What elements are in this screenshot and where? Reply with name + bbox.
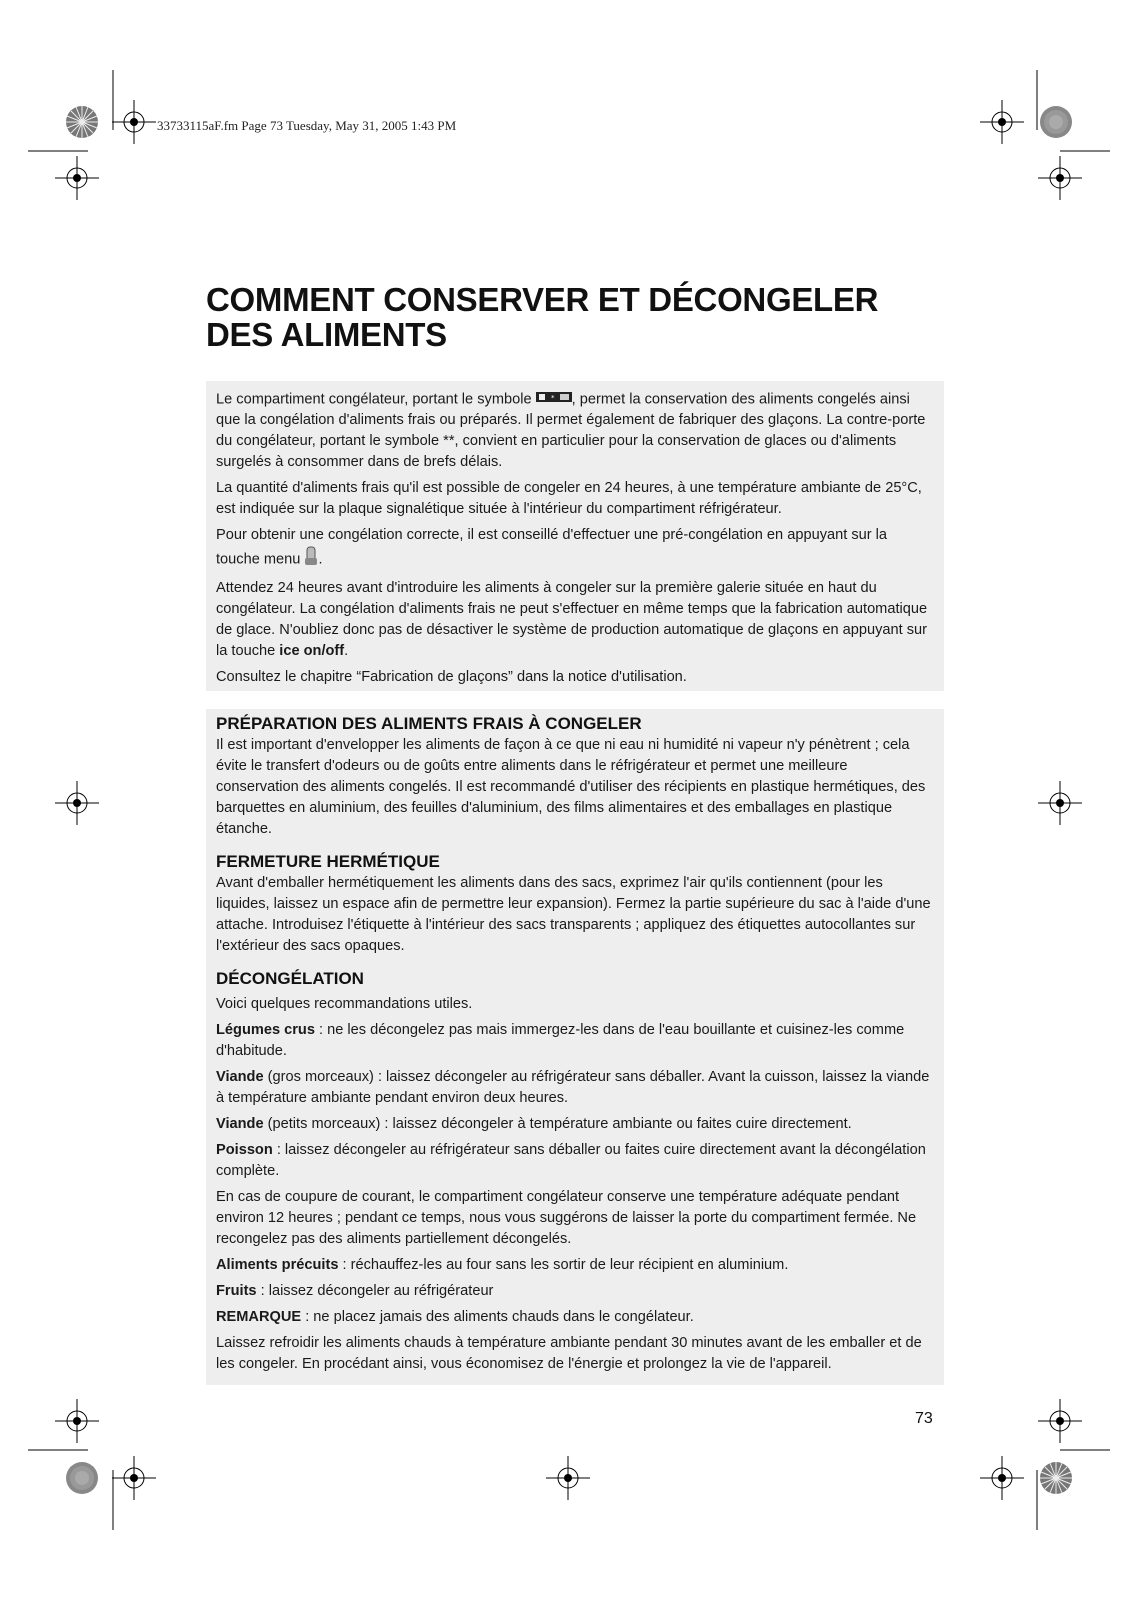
freezer-symbol-icon (536, 389, 572, 410)
remarque-label: REMARQUE (216, 1309, 302, 1325)
intro-p4-text-a: Attendez 24 heures avant d'introduire les aliments à congeler sur la première galerie située en haut du congélateur. La congélation d'aliments frais ne peut s'effectuer en même temps que la fabrication automatique de glace. N'oubliez donc pas de désactiver le système de production automatique de glaçons en appuyant sur la touche (216, 580, 928, 660)
viande-petits-item (216, 1114, 934, 1135)
svg-text:*: * (550, 394, 555, 402)
coupure-courant-text: En cas de coupure de courant, le compartiment congélateur conserve une température adéquate pendant environ 12 heures ; pendant ce temps, nous vous suggérons de laisser la porte du compartiment fermée. Ne recongelez pas des aliments partiellement décongelés. (216, 1189, 917, 1247)
intro-p4-text-b: . (344, 643, 349, 660)
heading-preparation: PRÉPARATION DES ALIMENTS FRAIS À CONGELER (216, 714, 642, 733)
aliments-precuits-item (216, 1255, 934, 1276)
heading-fermeture: FERMETURE HERMÉTIQUE (216, 852, 440, 871)
intro-paragraph-1 (216, 389, 934, 473)
aliments-precuits-label: Aliments précuits (216, 1257, 339, 1273)
intro-paragraph-2: La quantité d'aliments frais qu'il est possible de congeler en 24 heures, à une température ambiante de 25°C, est indiquée sur la plaque signalétique située à l'intérieur du compartiment réfrigérateur. (216, 480, 922, 518)
legumes-crus-item (216, 1020, 934, 1062)
poisson-item (216, 1140, 934, 1182)
intro-paragraph-4 (216, 578, 934, 662)
legumes-crus-text: : ne les décongelez pas mais immergez-les dans de l'eau bouillante et cuisinez-les comme d'habitude. (216, 1022, 905, 1059)
intro-p1-text-b: , permet la conservation des aliments congelés ainsi que la congélation d'aliments frais ou préparés. Il permet également de fabriquer des glaçons. La contre-porte du congélateur, portant le symbole **, convient en particulier pour la conservation de glaces ou d'aliments surgelés à consommer dans de brefs délais. (216, 391, 926, 471)
intro-p3-text-a: Pour obtenir une congélation correcte, il est conseillé d'effectuer une pré-congélation en appuyant sur la touche menu (216, 527, 888, 568)
menu-button-icon (304, 546, 318, 573)
poisson-text: : laissez décongeler au réfrigérateur sans déballer ou faites cuire directement avant la décongélation complète. (216, 1142, 926, 1179)
refroidir-text: Laissez refroidir les aliments chauds à température ambiante pendant 30 minutes avant de les emballer et de les congeler. En procédant ainsi, vous économisez de l'énergie et prolongez la vie de l'appareil. (216, 1335, 922, 1372)
heading-decongelation: DÉCONGÉLATION (216, 969, 364, 988)
aliments-precuits-text: : réchauffez-les au four sans les sortir de leur récipient en aluminium. (338, 1257, 789, 1273)
viande-gros-text: (gros morceaux) : laissez décongeler au réfrigérateur sans déballer. Avant la cuisson, laissez la viande à température ambiante pendant environ deux heures. (216, 1069, 930, 1106)
intro-paragraph-3 (216, 525, 934, 573)
remarque-item (216, 1307, 934, 1328)
viande-petits-label: Viande (216, 1116, 264, 1132)
page-title-line1: COMMENT CONSERVER ET DÉCONGELER (206, 281, 879, 318)
decongelation-intro: Voici quelques recommandations utiles. (216, 996, 473, 1012)
fruits-item (216, 1281, 934, 1302)
instructions-box (206, 709, 944, 1385)
intro-paragraph-5: Consultez le chapitre “Fabrication de glaçons” dans la notice d'utilisation. (216, 669, 687, 686)
fruits-label: Fruits (216, 1283, 257, 1299)
preparation-text: Il est important d'envelopper les aliments de façon à ce que ni eau ni humidité ni vapeur n'y pénètrent ; cela évite le transfert d'odeurs ou de goûts entre aliments dans le réfrigérateur et permet une meilleure conservation des aliments congelés. Il est recommandé d'utiliser des récipients en plastique hermétiques, des barquettes en aluminium, des feuilles d'aluminium, des films alimentaires et des emballages en plastique étanche. (216, 737, 926, 837)
page-title-line2: DES ALIMENTS (206, 316, 447, 353)
page-title (206, 282, 966, 352)
remarque-text: : ne placez jamais des aliments chauds dans le congélateur. (301, 1309, 694, 1325)
intro-p3-text-b: . (318, 551, 323, 568)
fruits-text: : laissez décongeler au réfrigérateur (256, 1283, 494, 1299)
ice-on-off-label: ice on/off (279, 643, 345, 660)
intro-box (206, 381, 944, 691)
viande-petits-text: (petits morceaux) : laissez décongeler à température ambiante ou faites cuire directement. (263, 1116, 852, 1132)
fermeture-text: Avant d'emballer hermétiquement les aliments dans des sacs, exprimez l'air qu'ils contiennent (pour les liquides, laissez un espace afin de permettre leur expansion). Fermez la partie supérieure du sac à l'aide d'une attache. Introduisez l'étiquette à l'intérieur des sacs transparents ; appliquez des étiquettes autocollantes sur l'extérieur des sacs opaques. (216, 875, 931, 954)
poisson-label: Poisson (216, 1142, 273, 1158)
print-header: 33733115aF.fm Page 73 Tuesday, May 31, 2005 1:43 PM (157, 118, 457, 133)
page-number: 73 (915, 1410, 933, 1427)
viande-gros-item (216, 1067, 934, 1109)
legumes-crus-label: Légumes crus (216, 1022, 315, 1038)
intro-p1-text-a: Le compartiment congélateur, portant le symbole (216, 391, 532, 408)
viande-gros-label: Viande (216, 1069, 264, 1085)
